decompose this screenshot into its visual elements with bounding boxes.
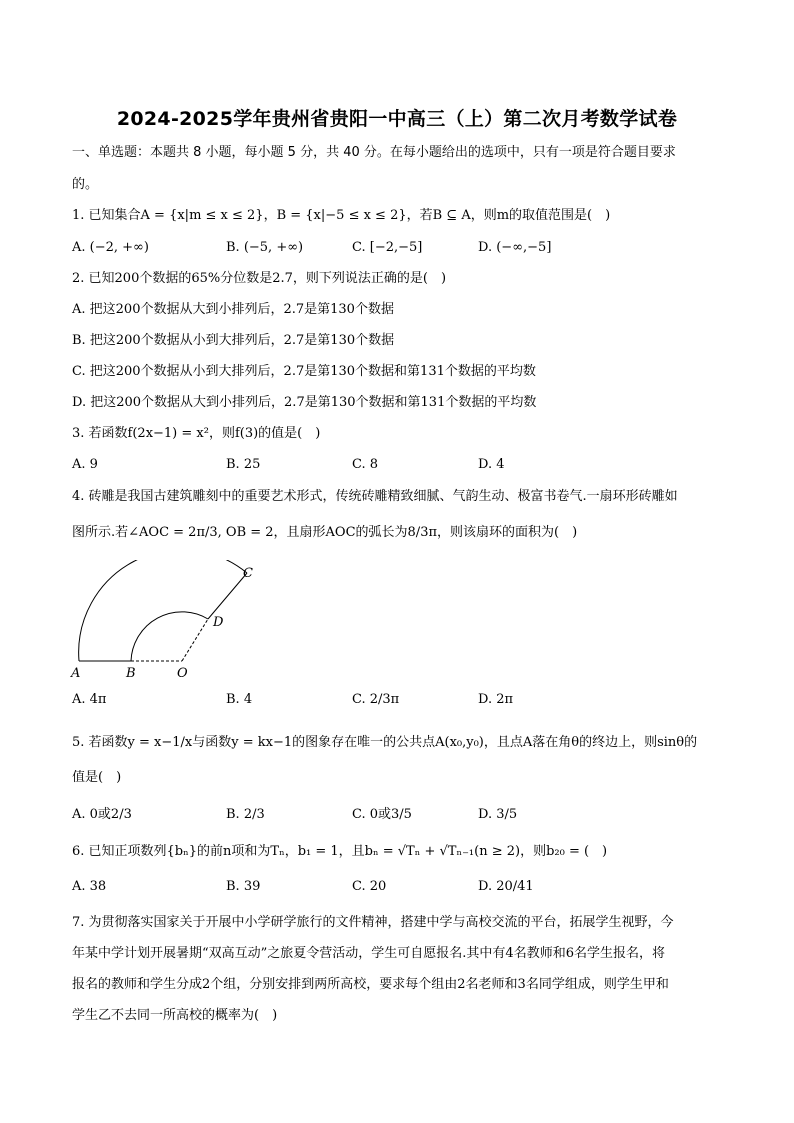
question-6-option-b: B. 39 (226, 879, 261, 894)
question-5-option-b: B. 2/3 (226, 807, 265, 822)
question-5-stem-line-1: 5. 若函数y = x−1/x与函数y = kx−1的图象存在唯一的公共点A(x₀,y₀)，且点A落在角θ的终边上，则sinθ的 (72, 735, 698, 750)
question-7-stem-line-3: 报名的教师和学生分成2个组，分别安排到两所高校，要求每个组由2名老师和3名同学组成，则学生甲和 (72, 977, 669, 992)
segment-DC (208, 573, 247, 619)
question-3-option-b: B. 25 (226, 457, 261, 472)
question-7-stem-line-1: 7. 为贯彻落实国家关于开展中小学研学旅行的文件精神，搭建中学与高校交流的平台，拓展学生视野，今 (72, 915, 674, 930)
question-4-options (72, 690, 722, 710)
question-5-stem-line-2: 值是( ) (72, 770, 122, 785)
question-6-stem: 6. 已知正项数列{bₙ}的前n项和为Tₙ，b₁ = 1，且bₙ = √Tₙ + √Tₙ₋₁(n ≥ 2)，则b₂₀ = ( ) (72, 844, 608, 859)
label-O: O (177, 666, 188, 681)
section-header-line-1: 一、单选题：本题共 8 小题，每小题 5 分，共 40 分。在每小题给出的选项中，只有一项是符合题目要求 (72, 145, 676, 160)
question-2-option-a: A. 把这200个数据从大到小排列后，2.7是第130个数据 (72, 302, 394, 317)
question-6-option-d: D. 20/41 (478, 879, 534, 894)
question-5-option-c: C. 0或3/5 (352, 807, 412, 822)
question-6-options (72, 877, 722, 897)
question-1-option-b: B. (−5, +∞) (226, 240, 304, 255)
question-4-option-c: C. 2/3π (352, 692, 400, 707)
question-7-stem-line-4: 学生乙不去同一所高校的概率为( ) (72, 1008, 278, 1023)
question-3-stem: 3. 若函数f(2x−1) = x²，则f(3)的值是( ) (72, 426, 321, 441)
sector-ring-diagram (66, 560, 266, 684)
segment-OD-dashed (182, 619, 208, 661)
question-2-option-d: D. 把这200个数据从大到小排列后，2.7是第130个数据和第131个数据的平均数 (72, 395, 537, 410)
question-2-stem: 2. 已知200个数据的65%分位数是2.7，则下列说法正确的是( ) (72, 271, 447, 286)
question-6-option-c: C. 20 (352, 879, 387, 894)
question-3-option-a: A. 9 (72, 457, 98, 472)
label-B: B (126, 666, 136, 681)
question-5-option-a: A. 0或2/3 (72, 807, 132, 822)
question-1-option-a: A. (−2, +∞) (72, 240, 149, 255)
question-2-option-b: B. 把这200个数据从小到大排列后，2.7是第130个数据 (72, 333, 395, 348)
question-7-stem-line-2: 年某中学计划开展暑期“双高互动”之旅夏令营活动，学生可自愿报名.其中有4名教师和6名学生报名，将 (72, 946, 665, 961)
question-1-options (72, 238, 722, 258)
question-5-option-d: D. 3/5 (478, 807, 518, 822)
label-D: D (213, 615, 224, 630)
question-4-stem-line-2: 图所示.若∠AOC = 2π/3, OB = 2，且扇形AOC的弧长为8/3π，则该扇环的面积为( ) (72, 525, 578, 540)
inner-arc (131, 612, 208, 661)
question-4-option-d: D. 2π (478, 692, 514, 707)
label-C: C (243, 566, 253, 581)
question-3-option-c: C. 8 (352, 457, 379, 472)
page-title: 2024-2025学年贵州省贵阳一中高三（上）第二次月考数学试卷 (116, 108, 678, 130)
question-1-stem: 1. 已知集合A = {x|m ≤ x ≤ 2}，B = {x|−5 ≤ x ≤ 2}，若B ⊆ A，则m的取值范围是( ) (72, 208, 611, 223)
outer-arc (79, 560, 247, 661)
question-1-option-c: C. [−2,−5] (352, 240, 423, 255)
question-1-option-d: D. (−∞,−5] (478, 240, 552, 255)
question-5-options (72, 805, 722, 825)
question-4-option-a: A. 4π (72, 692, 107, 707)
question-4-option-b: B. 4 (226, 692, 253, 707)
question-3-options (72, 455, 722, 475)
question-2-option-c: C. 把这200个数据从小到大排列后，2.7是第130个数据和第131个数据的平均数 (72, 364, 536, 379)
question-3-option-d: D. 4 (478, 457, 505, 472)
section-header-line-2: 的。 (72, 177, 99, 192)
question-6-option-a: A. 38 (72, 879, 107, 894)
sector-ring-figure (66, 560, 266, 684)
question-4-stem-line-1: 4. 砖雕是我国古建筑雕刻中的重要艺术形式，传统砖雕精致细腻、气韵生动、极富书卷气.一扇环形砖雕如 (72, 489, 678, 504)
label-A: A (71, 666, 81, 681)
